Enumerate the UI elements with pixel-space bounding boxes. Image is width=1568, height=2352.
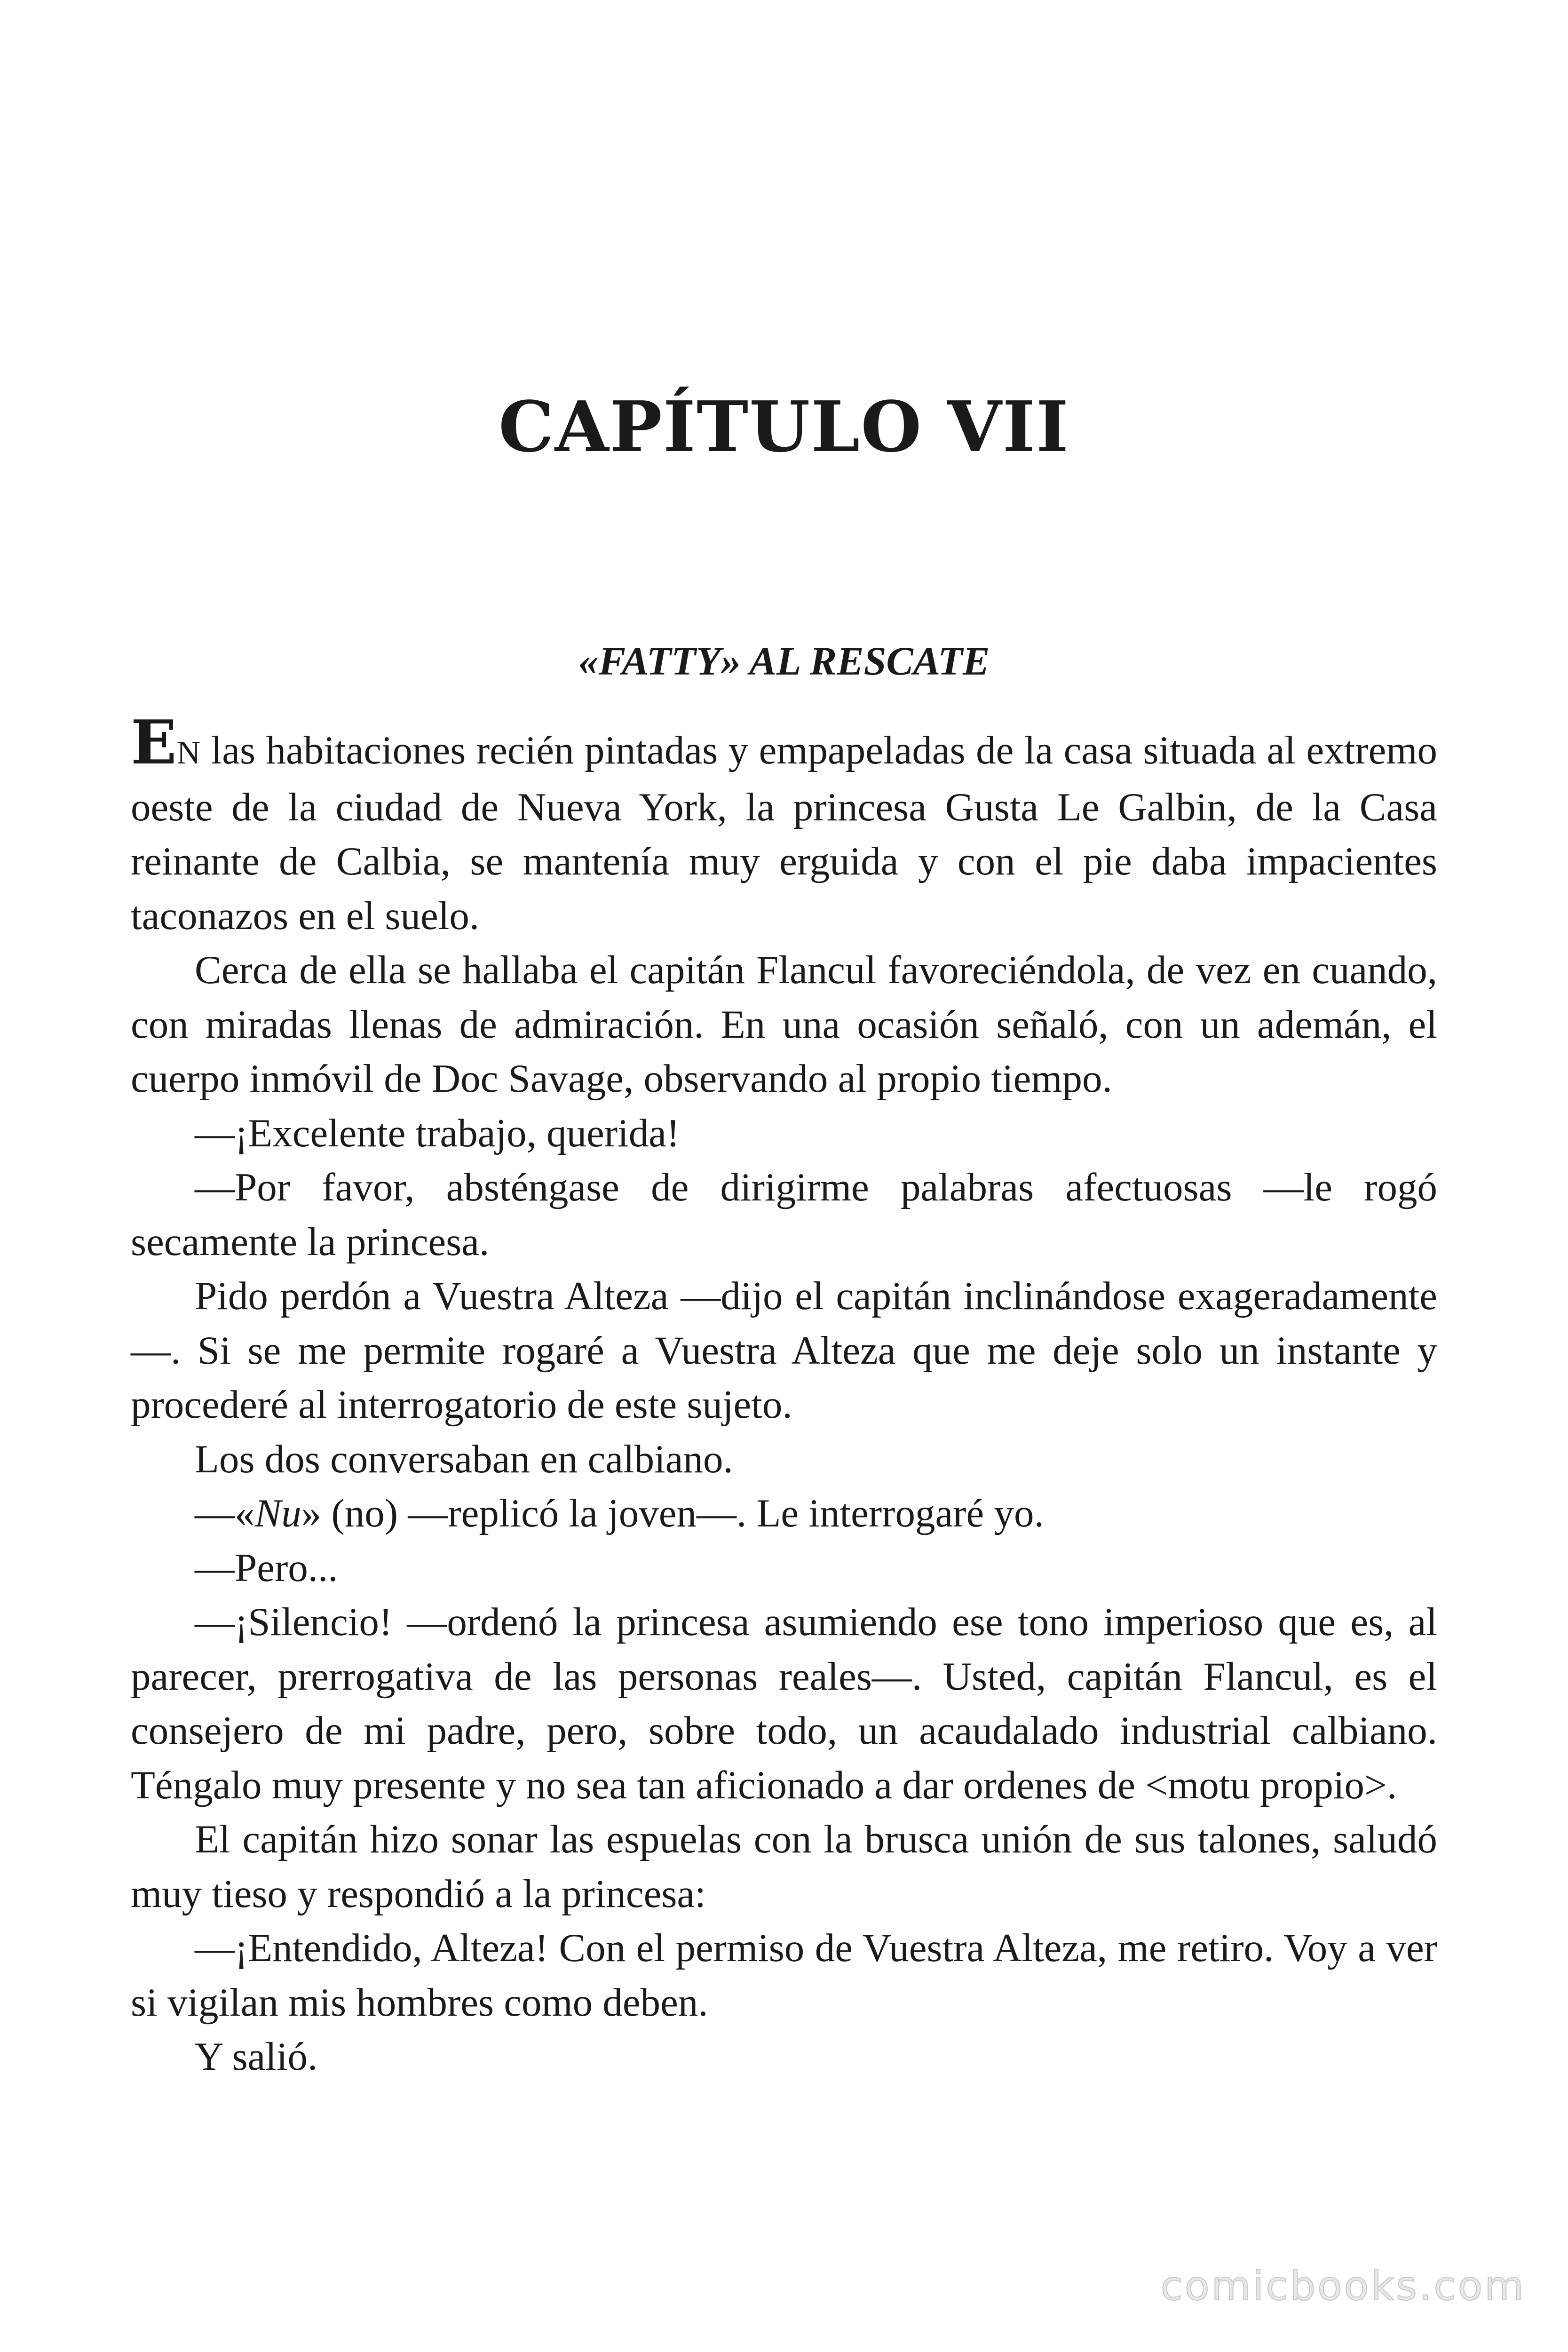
drop-cap: E	[131, 707, 177, 778]
paragraph: Pido perdón a Vuestra Alteza —dijo el capitán inclinándose exageradamente—. Si se me permite rogaré a Vuestra Alteza que me deje solo un instante y procederé al interrogatorio de este sujeto.	[131, 1274, 1437, 1427]
paragraph: Los dos conversaban en calbiano.	[195, 1437, 733, 1481]
drop-cap-continuation: N	[176, 735, 201, 771]
watermark: comicbooks.com	[1160, 2263, 1526, 2310]
italic-word: Nu	[254, 1491, 301, 1535]
paragraph	[131, 707, 1437, 943]
paragraph: Y salió.	[195, 2034, 318, 2079]
paragraph-text: » (no) —replicó la joven—. Le interrogaré yo.	[301, 1491, 1044, 1535]
paragraph-text: las habitaciones recién pintadas y empapeladas de la casa situada al extremo oeste de la ciudad de Nueva York, la princesa Gusta Le Galbin, de la Casa reinante de Calbia, se mantenía muy erguida y con el pie daba impacientes taconazos en el suelo.	[131, 728, 1437, 938]
chapter-subtitle: «FATTY» AL RESCATE	[578, 638, 990, 683]
paragraph	[131, 1486, 1437, 1541]
paragraph: —Por favor, absténgase de dirigirme palabras afectuosas —le rogó secamente la princesa.	[131, 1165, 1437, 1264]
paragraph: El capitán hizo sonar las espuelas con la brusca unión de sus talones, saludó muy tieso y respondió a la princesa:	[131, 1817, 1437, 1916]
paragraph: Cerca de ella se hallaba el capitán Flancul favoreciéndola, de vez en cuando, con miradas llenas de admiración. En una ocasión señaló, con un ademán, el cuerpo inmóvil de Doc Savage, observando al propio tiempo.	[131, 948, 1437, 1101]
paragraph: —¡Entendido, Alteza! Con el permiso de Vuestra Alteza, me retiro. Voy a ver si vigilan mis hombres como deben.	[131, 1926, 1437, 2025]
paragraph-text: —«	[195, 1491, 255, 1535]
paragraph: —¡Excelente trabajo, querida!	[195, 1111, 680, 1155]
chapter-body	[131, 707, 1437, 2084]
chapter-title: CAPÍTULO VII	[498, 386, 1070, 468]
paragraph: —Pero...	[195, 1545, 338, 1590]
paragraph: —¡Silencio! —ordenó la princesa asumiendo ese tono imperioso que es, al parecer, prerrogativa de las personas reales—. Usted, capitán Flancul, es el consejero de mi padre, pero, sobre todo, un acaudalado industrial calbiano. Téngalo muy presente y no sea tan aficionado a dar ordenes de <motu propio>.	[131, 1600, 1437, 1807]
